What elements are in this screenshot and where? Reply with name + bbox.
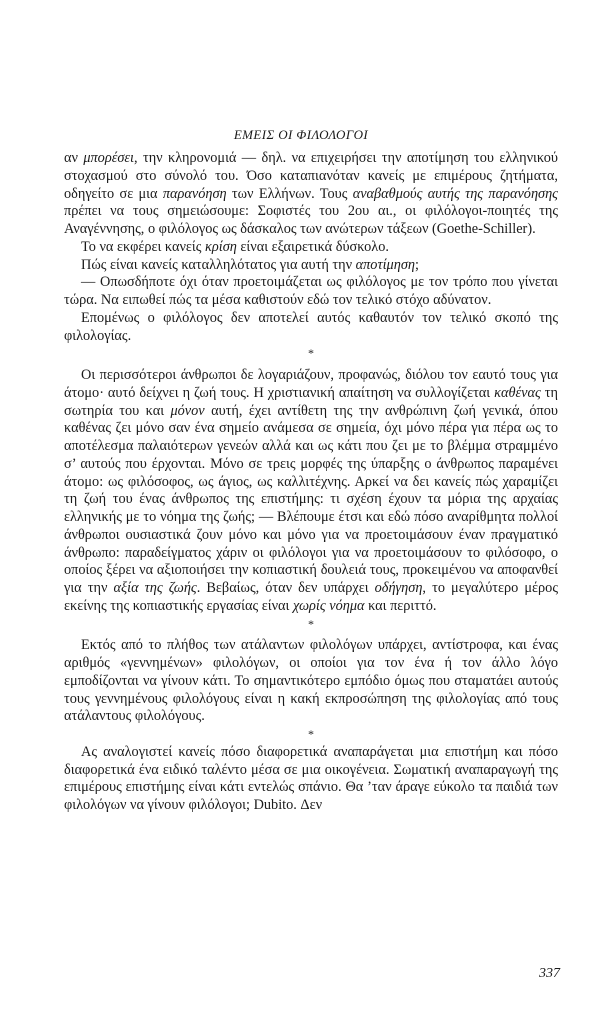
- paragraph: [64, 150, 558, 239]
- paragraph: [64, 367, 558, 616]
- text-run: — Οπωσδήποτε όχι όταν προετοιμάζεται ως φιλόλογος με τον τρόπο που γίνεται τώρα. Να ειπωθεί πώς τα μέσα καθιστούν εδώ τον τελικό στόχο αδύνατον.: [64, 274, 558, 308]
- italic-text: οδήγηση: [374, 580, 423, 596]
- text-run: και περιττό.: [364, 597, 437, 614]
- text-run: Επομένως ο φιλόλογος δεν αποτελεί αυτός καθαυτόν τον τελικό σκοπό της φιλολογίας.: [64, 309, 558, 344]
- italic-text: κρίση: [205, 238, 237, 255]
- section-separator: *: [308, 346, 314, 361]
- text-run: Εκτός από το πλήθος των ατάλαντων φιλολόγων υπάρχει, αντίστροφα, και ένας αριθμός «γεννημένων» φιλολόγων, οι οποίοι για τον ένα ή τον άλλο λόγο εμποδίζονται να γίνουν κάτι. Το σημαντικότερο εμπόδιο όμως που σταματάει αυτούς τους γεννημένους φιλολόγους είναι η κακή εκπροσώπηση της φιλολογίας από τους ατάλαντους φιλολόγους.: [64, 637, 558, 725]
- paragraph: [64, 274, 558, 310]
- italic-text: παρανόηση: [162, 185, 227, 202]
- text-run: αν: [64, 150, 84, 166]
- text-run: Ας αναλογιστεί κανείς πόσο διαφορετικά αναπαράγεται μια επιστήμη και πόσο διαφορετικά ένα ειδικό ταλέντο μέσα σε μια οικογένεια. Σωματική αναπαραγωγή της επιμέρους επιστήμης είναι κάτι εντελώς σπάνιο. Θα ’ταν άραγε εύκολο τα παιδιά των φιλολόγων να γίνουν φιλόλογοι; Dubito. Δεν: [64, 743, 558, 813]
- italic-text: αποτίμηση: [355, 256, 415, 273]
- text-run: . Βεβαίως, όταν δεν υπάρχει: [196, 580, 375, 596]
- italic-text: αξία της ζωής: [113, 580, 197, 596]
- text-run: , την κληρονομιά — δηλ. να επιχειρήσει την αποτίμηση του ελληνικού στοχασμού στο σύνολό του. Όσο καταπιανόταν κανείς με επιμέρους ζητήματα, οδηγείτο σε μια: [64, 150, 558, 202]
- text-run: Πώς είναι κανείς καταλληλότατος για αυτή την: [81, 256, 356, 273]
- section-separator: *: [308, 616, 314, 631]
- text-run: τη σωτηρία του και: [64, 384, 559, 419]
- text-run: , το μεγαλύτερο μέρος εκείνης της κοπιαστικής εργασίας είναι: [64, 580, 558, 614]
- paragraph: [64, 257, 558, 275]
- text-run: των Ελλήνων. Τους: [226, 185, 353, 202]
- running-head: ΕΜΕΙΣ ΟΙ ΦΙΛΟΛΟΓΟΙ: [233, 127, 369, 142]
- italic-text: χωρίς νόημα: [292, 597, 365, 614]
- text-run: ;: [414, 256, 419, 273]
- text-run: Το να εκφέρει κανείς: [81, 238, 206, 255]
- text-run: πρέπει να τους σημειώσουμε: Σοφιστές του 2ου αι., οι φιλόλογοι-ποιητές της Αναγέννησης, ο φιλόλογος ως δάσκαλος των ανώτερων τάξεων (Goethe-Schiller).: [64, 203, 558, 237]
- page-number: 337: [539, 966, 560, 981]
- italic-text: μόνον: [170, 402, 205, 419]
- text-run: είναι εξαιρετικά δύσκολο.: [236, 238, 389, 255]
- italic-text: αναβαθμούς αυτής της παρανόησης: [352, 185, 558, 202]
- text-run: αυτή, έχει αντίθετη της την ανθρώπινη ζωή γενικά, όπου καθένας ζει μόνο σαν ένα σημείο ανάμεσα σε σημεία, όχι μόνο πέρα για πέρα ως το αποτέλεσμα παλαιότερων γενεών αλλά και ως κάτι που ζει με το βλέμμα στραμμένο σ’ αυτούς που έρχονται. Μόνο σε τρεις μορφές της ύπαρξης ο άνθρωπος παραμένει άτομο: ως φιλόσοφος, ως άγιος, ως καλλιτέχνης. Αρκεί να δει κανείς πώς χαραμίζει τη ζωή του ένας άνθρωπος της επιστήμης: τι σχέση έχουν τα μόρια της αρχαίας ελληνικής με το νόημα της ζωής; — Βλέπουμε έτσι και εδώ πόσο αναρίθμητα πολλοί άνθρωποι ουσιαστικά ζουν μόνο και μόνο για να προετοιμάσουν έναν πραγματικό άνθρωπο: παραδείγματος χάριν οι φιλόλογοι για να προετοιμάσουν το φιλόσοφο, ο οποίος ξέρει να αξιοποιήσει την κοπιαστική δουλειά τους, προκειμένου να αποφανθεί για την: [64, 402, 558, 596]
- page-body: [64, 150, 558, 815]
- paragraph: [64, 239, 558, 257]
- paragraph: [64, 310, 558, 346]
- section-separator: *: [308, 727, 314, 741]
- italic-text: καθένας: [494, 384, 541, 401]
- paragraph: [64, 637, 558, 726]
- italic-text: μπορέσει: [83, 150, 134, 166]
- paragraph: [64, 744, 558, 815]
- text-run: Οι περισσότεροι άνθρωποι δε λογαριάζουν, προφανώς, διόλου τον εαυτό τους για άτομο· αυτό δείχνει η ζωή τους. Η χριστιανική απαίτηση να συλλογίζεται: [64, 367, 558, 401]
